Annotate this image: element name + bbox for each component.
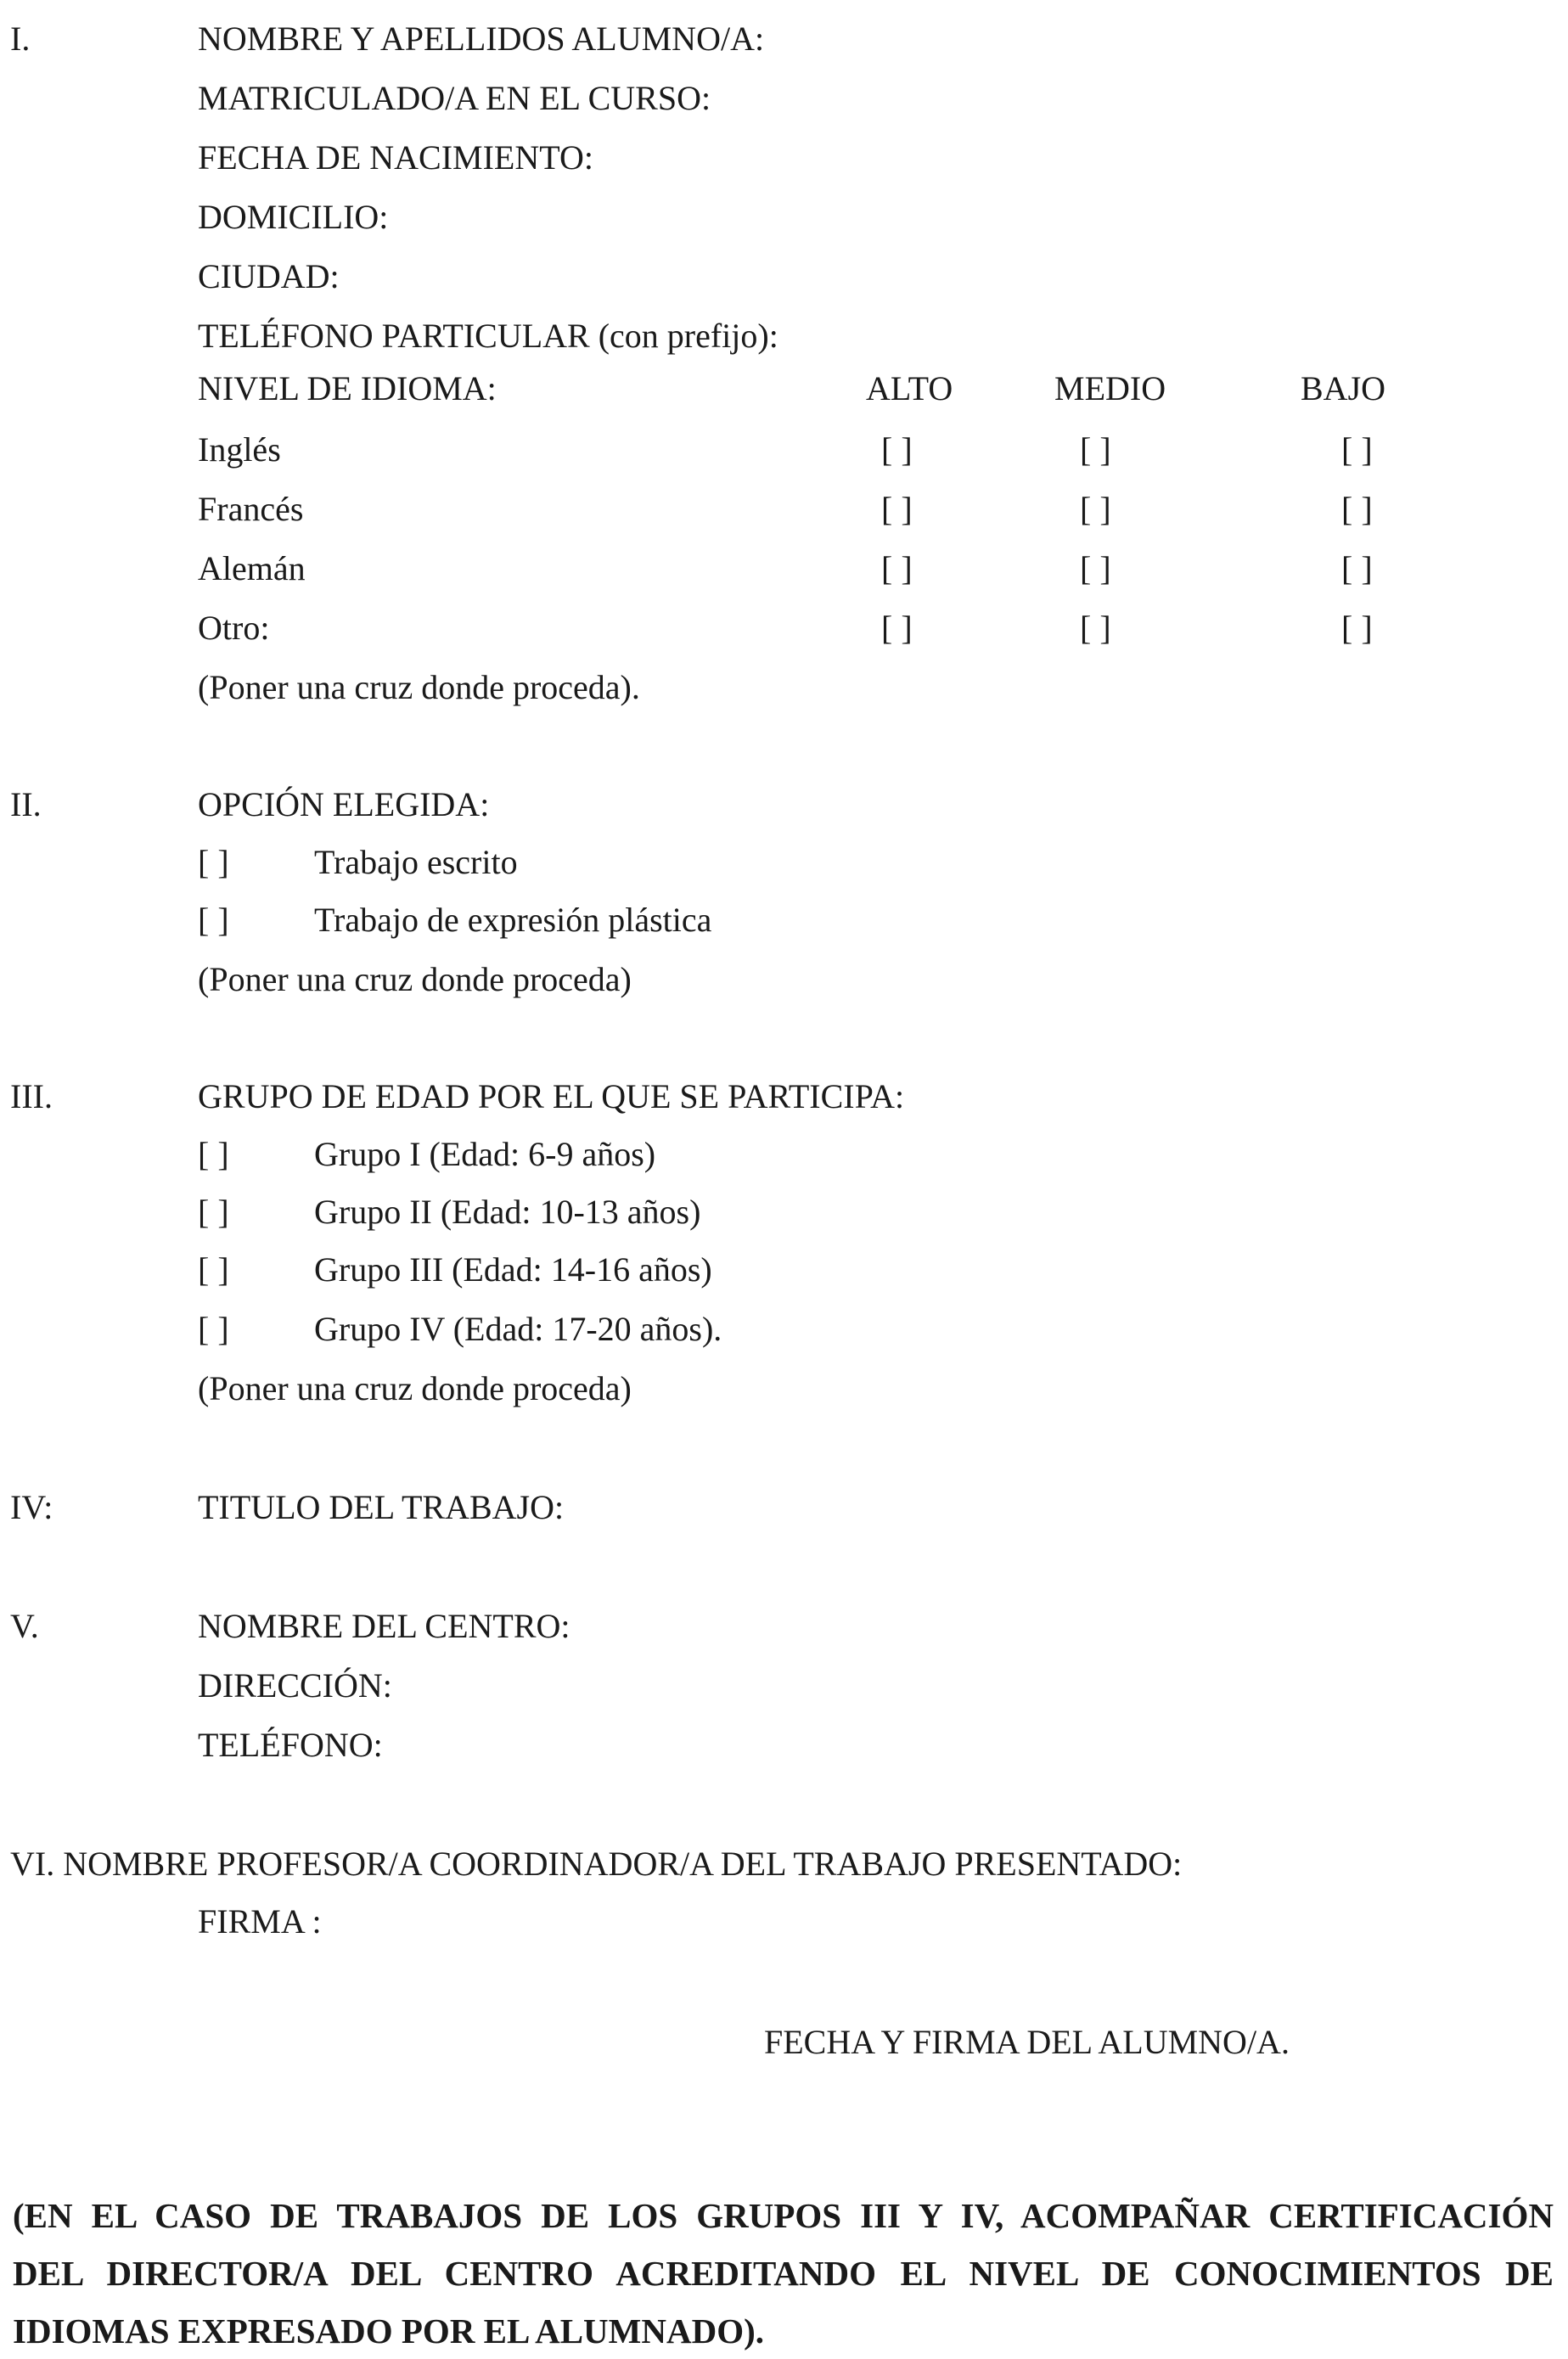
english-medio-checkbox[interactable]: [ ] xyxy=(1080,430,1111,469)
section-2-note: (Poner una cruz donde proceda) xyxy=(198,960,632,998)
group-4-checkbox[interactable]: [ ] xyxy=(198,1310,229,1348)
written-work-label: Trabajo escrito xyxy=(314,843,518,881)
french-bajo-checkbox[interactable]: [ ] xyxy=(1341,490,1373,528)
school-address-label: DIRECCIÓN: xyxy=(198,1666,392,1705)
level-alto-header: ALTO xyxy=(866,369,953,407)
plastic-work-checkbox[interactable]: [ ] xyxy=(198,901,229,939)
english-alto-checkbox[interactable]: [ ] xyxy=(881,430,913,469)
age-group-title: GRUPO DE EDAD POR EL QUE SE PARTICIPA: xyxy=(198,1077,905,1115)
group-1-label: Grupo I (Edad: 6-9 años) xyxy=(314,1135,656,1173)
address-label: DOMICILIO: xyxy=(198,198,389,236)
level-medio-header: MEDIO xyxy=(1054,369,1166,407)
group-1-checkbox[interactable]: [ ] xyxy=(198,1135,229,1173)
language-french-label: Francés xyxy=(198,490,304,528)
english-bajo-checkbox[interactable]: [ ] xyxy=(1341,430,1373,469)
footer-note-line-1: (EN EL CASO DE TRABAJOS DE LOS GRUPOS III Y IV, ACOMPAÑAR CERTIFICACIÓN xyxy=(13,2196,1554,2235)
other-bajo-checkbox[interactable]: [ ] xyxy=(1341,609,1373,647)
phone-label: TELÉFONO PARTICULAR (con prefijo): xyxy=(198,317,778,355)
level-bajo-header: BAJO xyxy=(1301,369,1386,407)
group-2-checkbox[interactable]: [ ] xyxy=(198,1193,229,1231)
school-name-label: NOMBRE DEL CENTRO: xyxy=(198,1607,570,1645)
chosen-option-title: OPCIÓN ELEGIDA: xyxy=(198,785,490,823)
language-english-label: Inglés xyxy=(198,430,281,469)
student-name-label: NOMBRE Y APELLIDOS ALUMNO/A: xyxy=(198,20,765,58)
language-level-header: NIVEL DE IDIOMA: xyxy=(198,369,497,407)
section-3-numeral: III. xyxy=(10,1077,53,1115)
french-medio-checkbox[interactable]: [ ] xyxy=(1080,490,1111,528)
german-alto-checkbox[interactable]: [ ] xyxy=(881,549,913,587)
footer-note-line-3: IDIOMAS EXPRESADO POR EL ALUMNADO). xyxy=(13,2311,764,2351)
section-4-numeral: IV: xyxy=(10,1488,53,1526)
german-bajo-checkbox[interactable]: [ ] xyxy=(1341,549,1373,587)
section-2-numeral: II. xyxy=(10,785,42,823)
city-label: CIUDAD: xyxy=(198,257,340,295)
school-phone-label: TELÉFONO: xyxy=(198,1726,383,1764)
student-signature-label: FECHA Y FIRMA DEL ALUMNO/A. xyxy=(764,2023,1290,2061)
german-medio-checkbox[interactable]: [ ] xyxy=(1080,549,1111,587)
section-1-numeral: I. xyxy=(10,20,31,58)
other-medio-checkbox[interactable]: [ ] xyxy=(1080,609,1111,647)
footer-note-line-2: DEL DIRECTOR/A DEL CENTRO ACREDITANDO EL NIVEL DE CONOCIMIENTOS DE xyxy=(13,2254,1554,2293)
coordinator-signature-label: FIRMA : xyxy=(198,1902,322,1941)
group-2-label: Grupo II (Edad: 10-13 años) xyxy=(314,1193,701,1231)
section-1-note: (Poner una cruz donde proceda). xyxy=(198,668,640,706)
group-4-label: Grupo IV (Edad: 17-20 años). xyxy=(314,1310,722,1348)
plastic-work-label: Trabajo de expresión plástica xyxy=(314,901,712,939)
language-german-label: Alemán xyxy=(198,549,306,587)
other-alto-checkbox[interactable]: [ ] xyxy=(881,609,913,647)
french-alto-checkbox[interactable]: [ ] xyxy=(881,490,913,528)
section-5-numeral: V. xyxy=(10,1607,39,1645)
section-3-note: (Poner una cruz donde proceda) xyxy=(198,1369,632,1407)
language-other-label: Otro: xyxy=(198,609,270,647)
written-work-checkbox[interactable]: [ ] xyxy=(198,843,229,881)
birth-date-label: FECHA DE NACIMIENTO: xyxy=(198,138,593,177)
group-3-label: Grupo III (Edad: 14-16 años) xyxy=(314,1250,712,1289)
coordinator-name-label: VI. NOMBRE PROFESOR/A COORDINADOR/A DEL TRABAJO PRESENTADO: xyxy=(10,1845,1183,1883)
work-title-label: TITULO DEL TRABAJO: xyxy=(198,1488,565,1526)
course-label: MATRICULADO/A EN EL CURSO: xyxy=(198,79,711,117)
group-3-checkbox[interactable]: [ ] xyxy=(198,1250,229,1289)
